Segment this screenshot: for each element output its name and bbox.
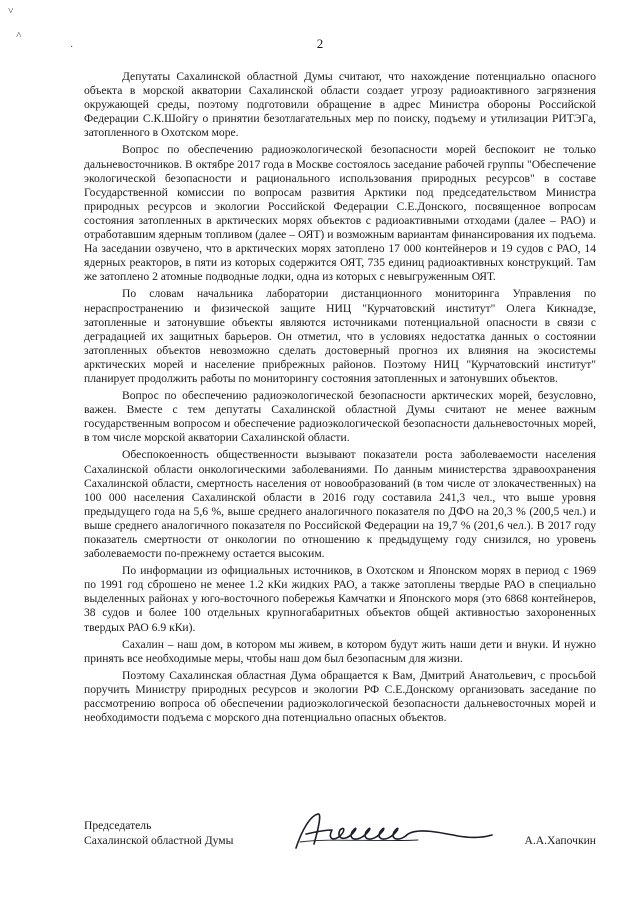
paragraph: Вопрос по обеспечению радиоэкологической безопасности морей беспокоит не только дальневосточников. В октябре 2017 года в Москве состоялось заседание рабочей группы "Обеспечение экологической безопасности и рационального использования природных ресурсов" в составе Государственной комиссии по вопросам развития Арктики под председательством Министра природных ресурсов и экологии Российской Федерации С.Е.Донского, посвященное вопросам состояния затопленных в арктических морях объектов с радиоактивными отходами (далее – РАО) и отработавшим ядерным топливом (далее – ОЯТ) и возможным вариантам финансирования их подъема. На заседании озвучено, что в арктических морях затоплено 17 000 контейнеров и 19 судов с РАО, 14 ядерных реакторов, в пяти из которых содержится ОЯТ, 735 единиц радиоактивных конструкций. Там же затоплено 2 атомные подводные лодки, одна из которых с невыгруженным ОЯТ. xyxy=(84,143,596,284)
signer-name: А.А.Хапочкин xyxy=(524,834,596,847)
paragraph: Сахалин – наш дом, в котором мы живем, в котором будут жить наши дети и внуки. И нужно принять все необходимые меры, чтобы наш дом был безопасным для жизни. xyxy=(84,637,596,665)
handwritten-signature xyxy=(288,808,498,858)
paragraph: По информации из официальных источников, в Охотском и Японском морях в период с 1969 по 1991 год сброшено не менее 1.2 кКи жидких РАО, а также затоплены твердые РАО в специально выделенных районах у юго-восточного побережья Камчатки и Японского моря (это 6868 контейнеров, 38 судов и более 100 отдельных крупногабаритных объектов общей активностью захороненных твердых РАО 6.9 кКи). xyxy=(84,564,596,634)
paragraph: Обеспокоенность общественности вызывают показатели роста заболеваемости населения Сахалинской области онкологическими заболеваниями. По данным министерства здравоохранения Сахалинской области, смертность населения от новообразований (в том числе от злокачественных) на 100 000 населения Сахалинской области в 2016 году составила 241,3 чел., что выше уровня предыдущего года на 5,6 %, выше среднего аналогичного показателя по ДФО на 20,3 % (200,5 чел.) и выше среднего аналогичного показателя по Российской Федерации на 19,7 % (201,6 чел.). В 2017 году показатель смертности от онкологии по отношению к предыдущему году снизился, но уровень заболеваемости по-прежнему остается высоким. xyxy=(84,448,596,561)
paragraph: Вопрос по обеспечению радиоэкологической безопасности арктических морей, безусловно, важен. Вместе с тем депутаты Сахалинской областной Думы считают не менее важным государственным вопросом и обеспечение радиоэкологической безопасности дальневосточных морей, в том числе морской акватории Сахалинской области. xyxy=(84,389,596,445)
scan-mark: ˄ xyxy=(16,30,22,41)
paragraph: По словам начальника лаборатории дистанционного мониторинга Управления по нераспространению и физической защите НИЦ "Курчатовский институт" Олега Кикнадзе, затопленные и затонувшие объекты являются источниками потенциальной опасности в связи с деградацией их защитных барьеров. Он отметил, что в условиях недостатка данных о состоянии затопленных объектов невозможно сделать достоверный прогноз их влияния на экосистемы арктических морей и население прибрежных районов. Поэтому НИЦ "Курчатовский институт" планирует продолжить работы по мониторингу состояния затопленных и затонувших объектов. xyxy=(84,287,596,385)
paragraph: Депутаты Сахалинской областной Думы считают, что нахождение потенциально опасного объекта в морской акватории Сахалинской области создает угрозу радиоактивного загрязнения окружающей среды, поэтому подготовили обращение в адрес Министра обороны Российской Федерации С.К.Шойгу о принятии безотлагательных мер по поиску, подъему и утилизации РИТЭГа, затопленного в Охотском море. xyxy=(84,70,596,140)
scan-mark: ˅ xyxy=(8,6,14,17)
signer-organization: Сахалинской областной Думы xyxy=(84,834,234,847)
scan-mark: · xyxy=(70,42,74,53)
page-number: 2 xyxy=(316,36,324,51)
signer-title: Председатель xyxy=(84,819,152,832)
paragraph: Поэтому Сахалинская областная Дума обращается к Вам, Дмитрий Анатольевич, с просьбой поручить Министру природных ресурсов и экологии РФ С.Е.Донскому организовать заседание по рассмотрению вопроса об обеспечении радиоэкологической безопасности дальневосточных морей и необходимости подъема с морского дна потенциально опасных объектов. xyxy=(84,668,596,725)
letter-body xyxy=(84,70,596,728)
